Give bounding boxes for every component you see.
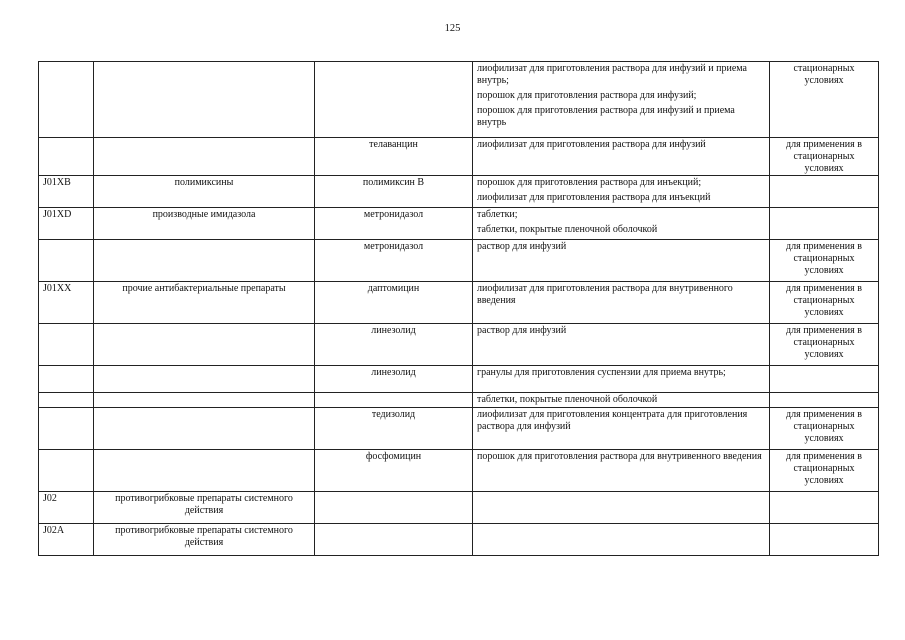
dosage-form-cell: [473, 282, 770, 324]
table-row: [39, 62, 879, 138]
table-row: [39, 408, 879, 450]
atx-code-cell: J02: [39, 492, 94, 524]
dosage-form-cell: [473, 324, 770, 366]
note-cell: для применения в стационарных условиях: [770, 408, 879, 450]
dosage-form-cell: [473, 492, 770, 524]
table-row: [39, 240, 879, 282]
group-name-cell: [94, 138, 315, 176]
group-name-cell: [94, 393, 315, 408]
group-name-cell: противогрибковые препараты системного действия: [94, 524, 315, 556]
atx-code-cell: [39, 450, 94, 492]
note-cell: стационарных условиях: [770, 62, 879, 138]
table-row: [39, 450, 879, 492]
table-row: [39, 324, 879, 366]
dosage-form-line: таблетки, покрытые пленочной оболочкой: [477, 394, 658, 405]
drug-name-cell: [315, 62, 473, 138]
drug-name-cell: [315, 524, 473, 556]
drug-name-cell: фосфомицин: [315, 450, 473, 492]
dosage-form-cell: [473, 176, 770, 208]
dosage-form-line: раствор для инфузий: [477, 325, 567, 336]
dosage-form-line: порошок для приготовления раствора для инфузий;: [477, 90, 697, 101]
dosage-form-line: лиофилизат для приготовления раствора для инфузий и приема внутрь;: [477, 63, 747, 86]
drug-name-cell: метронидазол: [315, 208, 473, 240]
dosage-form-cell: [473, 393, 770, 408]
note-cell: для применения в стационарных условиях: [770, 138, 879, 176]
dosage-form-line: раствор для инфузий: [477, 241, 567, 252]
dosage-form-line: порошок для приготовления раствора для инъекций;: [477, 177, 702, 188]
atx-code-cell: [39, 240, 94, 282]
drug-name-cell: метронидазол: [315, 240, 473, 282]
atx-code-cell: [39, 62, 94, 138]
table-row: [39, 176, 879, 208]
table-row: [39, 524, 879, 556]
dosage-form-line: таблетки;: [477, 209, 518, 220]
dosage-form-cell: [473, 208, 770, 240]
page-number: 125: [444, 23, 461, 34]
group-name-cell: [94, 450, 315, 492]
drug-name-cell: [315, 492, 473, 524]
atx-code-cell: J01XD: [39, 208, 94, 240]
atx-code-cell: [39, 393, 94, 408]
table-row: [39, 282, 879, 324]
dosage-form-line: гранулы для приготовления суспензии для приема внутрь;: [477, 367, 726, 378]
note-cell: [770, 366, 879, 393]
drug-name-cell: линезолид: [315, 324, 473, 366]
group-name-cell: [94, 324, 315, 366]
group-name-cell: противогрибковые препараты системного действия: [94, 492, 315, 524]
dosage-form-line: лиофилизат для приготовления раствора для инъекций: [477, 192, 711, 203]
dosage-form-line: таблетки, покрытые пленочной оболочкой: [477, 224, 658, 235]
dosage-form-cell: [473, 366, 770, 393]
note-cell: [770, 208, 879, 240]
note-cell: [770, 393, 879, 408]
dosage-form-cell: [473, 62, 770, 138]
table-body: [39, 62, 879, 556]
atx-code-cell: J01XX: [39, 282, 94, 324]
note-cell: [770, 492, 879, 524]
atx-code-cell: [39, 138, 94, 176]
note-cell: для применения в стационарных условиях: [770, 282, 879, 324]
atx-code-cell: J01XB: [39, 176, 94, 208]
dosage-form-line: порошок для приготовления раствора для инфузий и приема внутрь: [477, 105, 735, 128]
dosage-form-cell: [473, 240, 770, 282]
group-name-cell: [94, 62, 315, 138]
group-name-cell: [94, 240, 315, 282]
drug-name-cell: полимиксин В: [315, 176, 473, 208]
drug-name-cell: тедизолид: [315, 408, 473, 450]
dosage-form-line: лиофилизат для приготовления раствора для внутривенного введения: [477, 283, 733, 306]
dosage-form-cell: [473, 138, 770, 176]
group-name-cell: [94, 408, 315, 450]
table-row: [39, 366, 879, 393]
drug-name-cell: телаванцин: [315, 138, 473, 176]
dosage-form-line: лиофилизат для приготовления раствора для инфузий: [477, 139, 706, 150]
dosage-form-line: лиофилизат для приготовления концентрата для приготовления раствора для инфузий: [477, 409, 748, 432]
table-row: [39, 393, 879, 408]
table-row: [39, 208, 879, 240]
note-cell: для применения в стационарных условиях: [770, 324, 879, 366]
group-name-cell: производные имидазола: [94, 208, 315, 240]
table-row: [39, 138, 879, 176]
note-cell: для применения в стационарных условиях: [770, 450, 879, 492]
dosage-form-cell: [473, 450, 770, 492]
note-cell: для применения в стационарных условиях: [770, 240, 879, 282]
drug-table: [38, 61, 879, 556]
atx-code-cell: J02A: [39, 524, 94, 556]
group-name-cell: [94, 366, 315, 393]
note-cell: [770, 524, 879, 556]
dosage-form-line: порошок для приготовления раствора для внутривенного введения: [477, 451, 762, 462]
group-name-cell: полимиксины: [94, 176, 315, 208]
group-name-cell: прочие антибактериальные препараты: [94, 282, 315, 324]
drug-name-cell: линезолид: [315, 366, 473, 393]
table-row: [39, 492, 879, 524]
atx-code-cell: [39, 324, 94, 366]
note-cell: [770, 176, 879, 208]
atx-code-cell: [39, 366, 94, 393]
drug-name-cell: даптомицин: [315, 282, 473, 324]
dosage-form-cell: [473, 408, 770, 450]
dosage-form-cell: [473, 524, 770, 556]
drug-name-cell: [315, 393, 473, 408]
atx-code-cell: [39, 408, 94, 450]
